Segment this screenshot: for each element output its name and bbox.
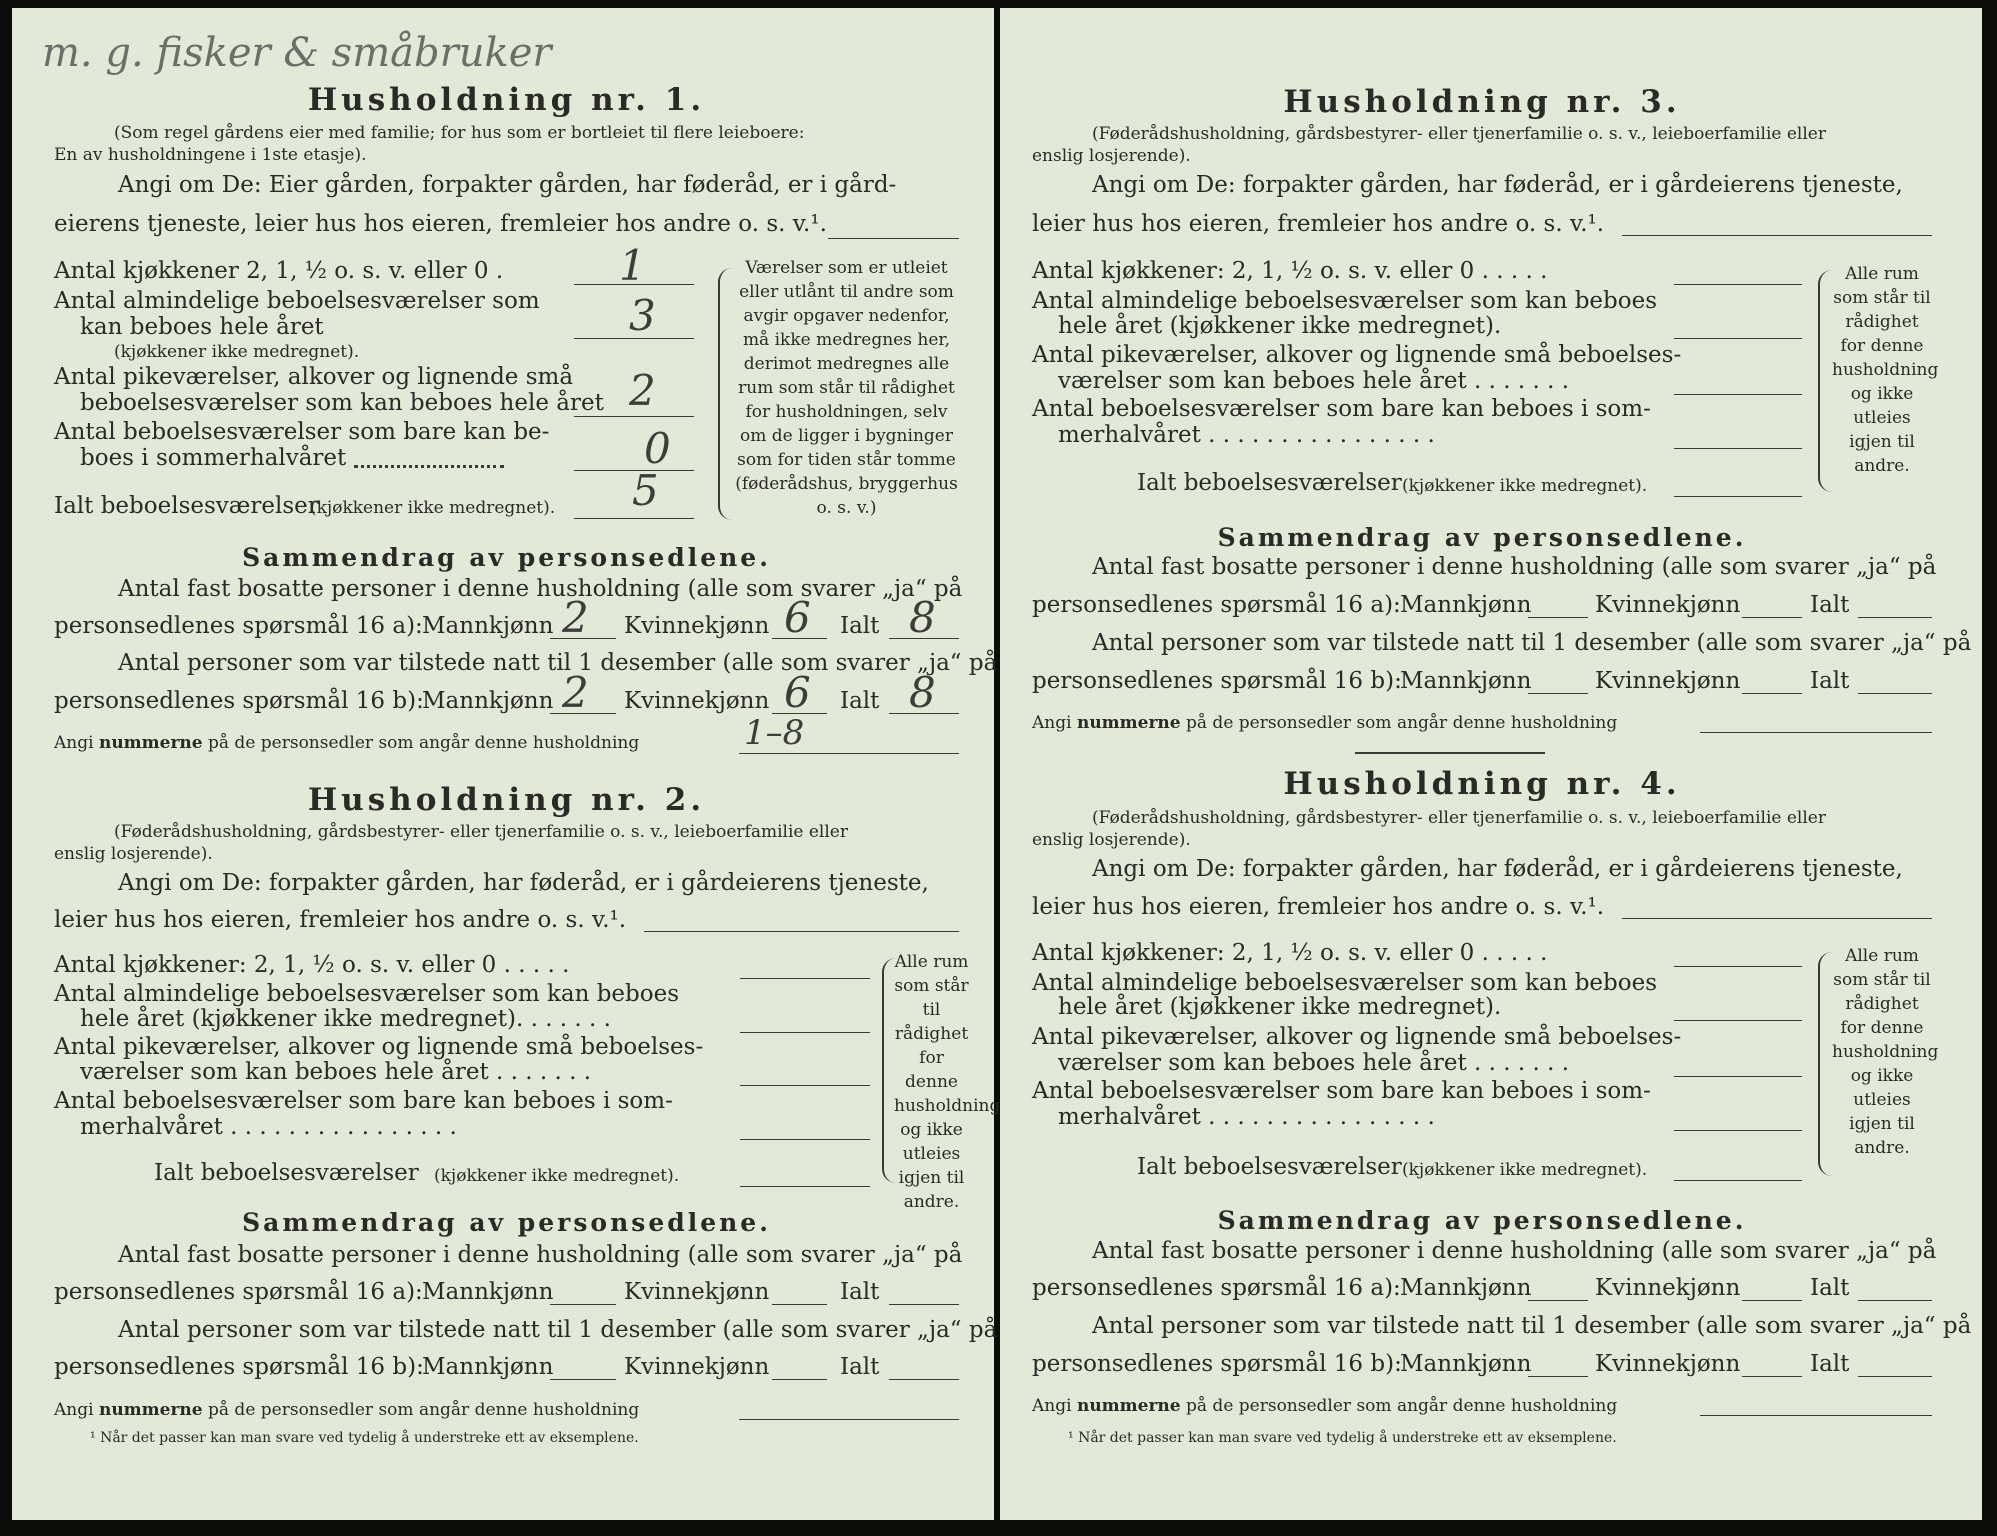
- household-1-total-label: Ialt beboelsesværelser: [54, 493, 319, 519]
- household-1-ordinary-label-3: (kjøkkener ikke medregnet).: [114, 342, 360, 362]
- household-3-numbers-line[interactable]: [1700, 732, 1932, 733]
- household-1-summary-title: Sammendrag av personsedlene.: [242, 543, 771, 572]
- household-4-angi-line-1: Angi om De: forpakter gården, har føderåd, er i gårdeierens tjeneste,: [1092, 856, 1903, 882]
- household-1-present-text-1: Antal personer som var tilstede natt til 1 desember (alle som svarer „ja“ på: [118, 650, 998, 676]
- household-4-total-line[interactable]: [1674, 1180, 1802, 1181]
- household-4-fast-total-label: Ialt: [1810, 1275, 1850, 1301]
- household-1-ordinary-label-2: kan beboes hele året: [80, 314, 324, 340]
- household-1-fast-total-label: Ialt: [840, 613, 880, 639]
- household-1-subtitle-2: En av husholdningene i 1ste etasje).: [54, 145, 367, 165]
- household-1-angi-answer-line[interactable]: [828, 238, 959, 239]
- household-2-present-text-2: personsedlenes spørsmål 16 b):: [54, 1354, 424, 1380]
- household-2-fast-female-label: Kvinnekjønn: [624, 1279, 770, 1305]
- household-2-total-line[interactable]: [740, 1186, 870, 1187]
- household-2-numbers-line[interactable]: [739, 1419, 959, 1420]
- household-4-subtitle-1: (Føderådshusholdning, gårdsbestyrer- eller tjenerfamilie o. s. v., leieboerfamilie eller: [1092, 808, 1826, 828]
- household-4-angi-answer-line[interactable]: [1622, 918, 1932, 919]
- right-footnote: ¹ Når det passer kan man svare ved tydelig å understreke ett av eksemplene.: [1068, 1430, 1617, 1446]
- right-page: [1000, 8, 1982, 1520]
- household-2-subtitle-1: (Føderådshusholdning, gårdsbestyrer- eller tjenerfamilie o. s. v., leieboerfamilie eller: [114, 822, 848, 842]
- household-4-present-total-label: Ialt: [1810, 1351, 1850, 1377]
- household-1-numbers-label: Angi nummerne på de personsedler som angår denne husholdning: [54, 733, 640, 753]
- household-1-fast-total-value: 8: [909, 593, 936, 642]
- household-2-present-male-label: Mannkjønn: [422, 1354, 554, 1380]
- household-1-fast-female-label: Kvinnekjønn: [624, 613, 770, 639]
- household-3-fast-total-line[interactable]: [1858, 617, 1932, 618]
- household-3-ordinary-label-1: Antal almindelige beboelsesværelser som kan beboes: [1032, 288, 1658, 314]
- household-2-present-total-line[interactable]: [889, 1379, 959, 1380]
- household-4-numbers-line[interactable]: [1700, 1415, 1932, 1416]
- household-1-angi-line-1: Angi om De: Eier gården, forpakter gården, har føderåd, er i gård-: [118, 172, 897, 198]
- household-2-present-total-label: Ialt: [840, 1354, 880, 1380]
- household-3-angi-answer-line[interactable]: [1622, 235, 1932, 236]
- household-3-ordinary-label-2: hele året (kjøkkener ikke medregnet).: [1058, 313, 1502, 339]
- household-4-present-male-label: Mannkjønn: [1400, 1351, 1532, 1377]
- household-4-fast-text-1: Antal fast bosatte personer i denne husholdning (alle som svarer „ja“ på: [1092, 1238, 1937, 1264]
- household-2-total-note: (kjøkkener ikke medregnet).: [434, 1166, 680, 1186]
- household-1-present-male-label: Mannkjønn: [422, 688, 554, 714]
- household-1-total-note: (kjøkkener ikke medregnet).: [310, 498, 556, 518]
- household-3-present-female-label: Kvinnekjønn: [1595, 668, 1741, 694]
- household-1-total-value: 5: [632, 466, 659, 515]
- household-1-maid-line[interactable]: [574, 416, 694, 417]
- household-4-fast-female-line[interactable]: [1742, 1300, 1802, 1301]
- household-3-summer-label-2: merhalvåret . . . . . . . . . . . . . . . .: [1058, 422, 1435, 448]
- household-2-ordinary-label-1: Antal almindelige beboelsesværelser som kan beboes: [54, 981, 680, 1007]
- household-1-fast-text-1: Antal fast bosatte personer i denne husholdning (alle som svarer „ja“ på: [118, 576, 963, 602]
- household-1-side-note: Værelser som er utleiet eller utlånt til andre som avgir opgaver nedenfor, må ikke medregnes her, derimot medregnes alle rum som står til rådighet for husholdningen, selv om de ligger i bygninger som for tiden står tomme (føderådshus, bryggerhus o. s. v.): [735, 258, 958, 518]
- household-4-ordinary-label-2: hele året (kjøkkener ikke medregnet).: [1058, 994, 1502, 1020]
- household-4-present-text-1: Antal personer som var tilstede natt til 1 desember (alle som svarer „ja“ på: [1092, 1313, 1972, 1339]
- household-3-fast-text-2: personsedlenes spørsmål 16 a):: [1032, 592, 1401, 618]
- household-4-kitchens-line[interactable]: [1674, 966, 1802, 967]
- household-1-total-line[interactable]: [574, 518, 694, 519]
- household-4-fast-male-line[interactable]: [1528, 1300, 1588, 1301]
- household-1-summer-value: 0: [644, 424, 671, 473]
- household-1-maid-label-1: Antal pikeværelser, alkover og lignende små: [54, 364, 574, 390]
- household-1-present-total-value: 8: [909, 668, 936, 717]
- household-4-fast-female-label: Kvinnekjønn: [1595, 1275, 1741, 1301]
- household-3-subtitle-1: (Føderådshusholdning, gårdsbestyrer- eller tjenerfamilie o. s. v., leieboerfamilie eller: [1092, 124, 1826, 144]
- household-2-numbers-label: Angi nummerne på de personsedler som angår denne husholdning: [54, 1400, 640, 1420]
- household-4-numbers-label: Angi nummerne på de personsedler som angår denne husholdning: [1032, 1396, 1618, 1416]
- household-2-ordinary-label-2: hele året (kjøkkener ikke medregnet). . . . . . .: [80, 1006, 611, 1032]
- household-4-fast-male-label: Mannkjønn: [1400, 1275, 1532, 1301]
- household-1-present-total-label: Ialt: [840, 688, 880, 714]
- household-2-maid-label-2: værelser som kan beboes hele året . . . . . . .: [80, 1059, 592, 1085]
- household-3-present-text-1: Antal personer som var tilstede natt til 1 desember (alle som svarer „ja“ på: [1092, 630, 1972, 656]
- household-4-brace: [1818, 952, 1832, 1176]
- household-4-present-female-label: Kvinnekjønn: [1595, 1351, 1741, 1377]
- household-2-angi-line-2: leier hus hos eieren, fremleier hos andre o. s. v.¹.: [54, 907, 627, 933]
- household-4-maid-label-2: værelser som kan beboes hele året . . . . . . .: [1058, 1050, 1570, 1076]
- household-4-maid-label-1: Antal pikeværelser, alkover og lignende små beboelses-: [1032, 1024, 1682, 1050]
- household-4-summer-label-1: Antal beboelsesværelser som bare kan beboes i som-: [1032, 1078, 1651, 1104]
- household-3-present-female-line[interactable]: [1742, 693, 1802, 694]
- household-2-total-label: Ialt beboelsesværelser: [154, 1160, 419, 1186]
- household-1-maid-value: 2: [629, 366, 656, 415]
- left-page: [12, 8, 1001, 1520]
- household-1-brace: [718, 268, 732, 520]
- household-1-present-male-value: 2: [562, 668, 589, 717]
- household-2-present-male-line[interactable]: [550, 1379, 616, 1380]
- household-2-maid-line[interactable]: [740, 1085, 870, 1086]
- household-1-fast-male-label: Mannkjønn: [422, 613, 554, 639]
- household-2-summer-label-1: Antal beboelsesværelser som bare kan beboes i som-: [54, 1088, 673, 1114]
- household-3-present-male-line[interactable]: [1528, 693, 1588, 694]
- household-3-present-total-label: Ialt: [1810, 668, 1850, 694]
- household-1-subtitle-1: (Som regel gårdens eier med familie; for hus som er bortleiet til flere leieboere:: [114, 123, 805, 143]
- household-4-total-note: (kjøkkener ikke medregnet).: [1402, 1160, 1648, 1180]
- household-2-fast-text-2: personsedlenes spørsmål 16 a):: [54, 1279, 423, 1305]
- household-3-summer-line[interactable]: [1674, 448, 1802, 449]
- household-2-title: Husholdning nr. 2.: [307, 782, 706, 818]
- household-3-fast-text-1: Antal fast bosatte personer i denne husholdning (alle som svarer „ja“ på: [1092, 554, 1937, 580]
- household-1-present-female-label: Kvinnekjønn: [624, 688, 770, 714]
- household-1-kitchens-label: Antal kjøkkener 2, 1, ½ o. s. v. eller 0 .: [54, 258, 504, 284]
- household-3-fast-female-label: Kvinnekjønn: [1595, 592, 1741, 618]
- household-3-total-label: Ialt beboelsesværelser: [1137, 470, 1402, 496]
- household-4-side-note: Alle rum som står til rådighet for denne husholdning og ikke utleies igjen til andre.: [1832, 946, 1939, 1158]
- household-3-kitchens-line[interactable]: [1674, 284, 1802, 285]
- household-3-present-male-label: Mannkjønn: [1400, 668, 1532, 694]
- household-2-fast-male-label: Mannkjønn: [422, 1279, 554, 1305]
- household-4-subtitle-2: enslig losjerende).: [1032, 830, 1191, 850]
- household-1-title: Husholdning nr. 1.: [307, 82, 706, 118]
- household-3-total-note: (kjøkkener ikke medregnet).: [1402, 476, 1648, 496]
- household-4-ordinary-line[interactable]: [1674, 1020, 1802, 1021]
- household-1-angi-line-2: eierens tjeneste, leier hus hos eieren, fremleier hos andre o. s. v.¹.: [54, 211, 827, 237]
- household-4-kitchens-label: Antal kjøkkener: 2, 1, ½ o. s. v. eller 0 . . . . .: [1032, 940, 1548, 966]
- household-3-numbers-label: Angi nummerne på de personsedler som angår denne husholdning: [1032, 713, 1618, 733]
- household-3-angi-line-2: leier hus hos eieren, fremleier hos andre o. s. v.¹.: [1032, 211, 1605, 237]
- household-1-fast-female-value: 6: [784, 593, 811, 642]
- household-3-fast-total-label: Ialt: [1810, 592, 1850, 618]
- household-2-fast-male-line[interactable]: [550, 1304, 616, 1305]
- household-4-present-male-line[interactable]: [1528, 1376, 1588, 1377]
- household-1-summer-dots: [354, 465, 504, 468]
- household-1-kitchens-value: 1: [619, 241, 646, 290]
- household-3-total-line[interactable]: [1674, 496, 1802, 497]
- household-1-numbers-line[interactable]: [739, 753, 959, 754]
- household-2-fast-female-line[interactable]: [772, 1304, 827, 1305]
- household-1-present-text-2: personsedlenes spørsmål 16 b):: [54, 688, 424, 714]
- household-3-maid-label-1: Antal pikeværelser, alkover og lignende små beboelses-: [1032, 342, 1682, 368]
- household-2-present-female-line[interactable]: [772, 1379, 827, 1380]
- household-3-maid-label-2: værelser som kan beboes hele året . . . . . . .: [1058, 368, 1570, 394]
- handwritten-annotation: m. g. fisker & småbruker: [42, 30, 552, 76]
- household-1-fast-male-value: 2: [562, 593, 589, 642]
- household-2-fast-total-line[interactable]: [889, 1304, 959, 1305]
- household-4-summer-line[interactable]: [1674, 1130, 1802, 1131]
- household-2-angi-line-1: Angi om De: forpakter gården, har føderåd, er i gårdeierens tjeneste,: [118, 870, 929, 896]
- household-3-summary-title: Sammendrag av personsedlene.: [1217, 523, 1747, 552]
- household-3-fast-female-line[interactable]: [1742, 617, 1802, 618]
- household-3-subtitle-2: enslig losjerende).: [1032, 146, 1191, 166]
- household-4-title: Husholdning nr. 4.: [1283, 766, 1681, 802]
- household-2-kitchens-line[interactable]: [740, 978, 870, 979]
- household-3-fast-male-line[interactable]: [1528, 617, 1588, 618]
- household-1-summer-label-2: boes i sommerhalvåret: [80, 445, 347, 471]
- household-3-present-text-2: personsedlenes spørsmål 16 b):: [1032, 668, 1402, 694]
- household-2-angi-answer-line[interactable]: [644, 931, 959, 932]
- household-3-ordinary-line[interactable]: [1674, 338, 1802, 339]
- household-4-summary-title: Sammendrag av personsedlene.: [1217, 1206, 1747, 1235]
- household-3-fast-male-label: Mannkjønn: [1400, 592, 1532, 618]
- household-4-maid-line[interactable]: [1674, 1076, 1802, 1077]
- household-3-kitchens-label: Antal kjøkkener: 2, 1, ½ o. s. v. eller 0 . . . . .: [1032, 258, 1548, 284]
- household-1-maid-label-2: beboelsesværelser som kan beboes hele året: [80, 390, 604, 416]
- household-2-present-female-label: Kvinnekjønn: [624, 1354, 770, 1380]
- household-3-present-total-line[interactable]: [1858, 693, 1932, 694]
- household-1-present-female-value: 6: [784, 668, 811, 717]
- household-2-side-note: Alle rum som står til rådighet for denne husholdning og ikke utleies igjen til andre.: [894, 952, 1001, 1212]
- household-3-brace: [1818, 270, 1832, 492]
- household-2-summer-label-2: merhalvåret . . . . . . . . . . . . . . . .: [80, 1114, 457, 1140]
- household-4-total-label: Ialt beboelsesværelser: [1137, 1154, 1402, 1180]
- household-2-summary-title: Sammendrag av personsedlene.: [242, 1208, 771, 1237]
- left-footnote: ¹ Når det passer kan man svare ved tydelig å understreke ett av eksemplene.: [90, 1430, 639, 1446]
- household-3-maid-line[interactable]: [1674, 394, 1802, 395]
- household-4-present-female-line[interactable]: [1742, 1376, 1802, 1377]
- household-4-present-total-line[interactable]: [1858, 1376, 1932, 1377]
- household-1-numbers-value: 1–8: [744, 713, 805, 753]
- household-3-side-note: Alle rum som står til rådighet for denne husholdning og ikke utleies igjen til andre.: [1832, 264, 1939, 476]
- household-3-angi-line-1: Angi om De: forpakter gården, har føderåd, er i gårdeierens tjeneste,: [1092, 172, 1903, 198]
- household-2-summer-line[interactable]: [740, 1139, 870, 1140]
- household-4-ordinary-label-1: Antal almindelige beboelsesværelser som kan beboes: [1032, 970, 1658, 996]
- household-1-summer-label-1: Antal beboelsesværelser som bare kan be-: [54, 419, 550, 445]
- household-4-fast-text-2: personsedlenes spørsmål 16 a):: [1032, 1275, 1401, 1301]
- household-2-subtitle-2: enslig losjerende).: [54, 844, 213, 864]
- household-2-maid-label-1: Antal pikeværelser, alkover og lignende små beboelses-: [54, 1034, 704, 1060]
- household-2-kitchens-label: Antal kjøkkener: 2, 1, ½ o. s. v. eller 0 . . . . .: [54, 952, 570, 978]
- household-2-fast-total-label: Ialt: [840, 1279, 880, 1305]
- household-3-summer-label-1: Antal beboelsesværelser som bare kan beboes i som-: [1032, 396, 1651, 422]
- household-3-title: Husholdning nr. 3.: [1283, 84, 1681, 120]
- household-1-ordinary-value: 3: [629, 291, 656, 340]
- household-4-angi-line-2: leier hus hos eieren, fremleier hos andre o. s. v.¹.: [1032, 894, 1605, 920]
- household-2-fast-text-1: Antal fast bosatte personer i denne husholdning (alle som svarer „ja“ på: [118, 1242, 963, 1268]
- household-1-fast-text-2: personsedlenes spørsmål 16 a):: [54, 613, 423, 639]
- household-separator: [1355, 752, 1545, 754]
- household-1-ordinary-label-1: Antal almindelige beboelsesværelser som: [54, 288, 540, 314]
- household-2-present-text-1: Antal personer som var tilstede natt til 1 desember (alle som svarer „ja“ på: [118, 1317, 998, 1343]
- household-4-summer-label-2: merhalvåret . . . . . . . . . . . . . . . .: [1058, 1104, 1435, 1130]
- household-2-ordinary-line[interactable]: [740, 1032, 870, 1033]
- household-4-fast-total-line[interactable]: [1858, 1300, 1932, 1301]
- household-4-present-text-2: personsedlenes spørsmål 16 b):: [1032, 1351, 1402, 1377]
